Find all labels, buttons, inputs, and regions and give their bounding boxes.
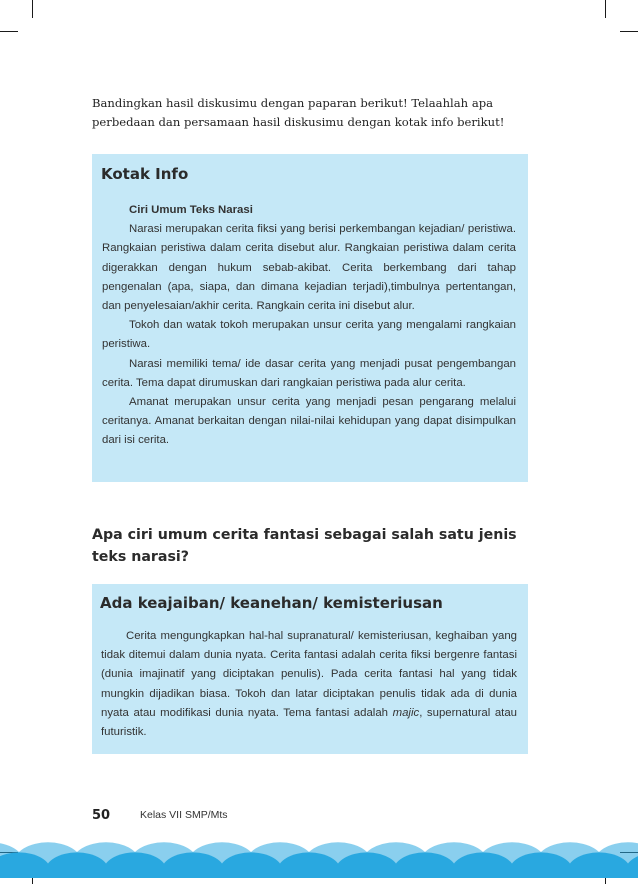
wave-base [0,866,638,878]
crop-mark-top-right-horizontal [620,31,638,32]
wave-decoration [0,818,638,878]
info-paragraph-narasi: Narasi merupakan cerita fiksi yang berisi perkembangan kejadian/ peristiwa. Rangkaian peristiwa dalam cerita disebut alur. Rangkaian peristiwa dalam cerita digerakkan dengan hukum sebab-akibat. Cerita berkembang dari tahap pengenalan (apa, siapa, dan dimana kejadian terjadi),timbulnya pertentangan, dan penyelesaian/akhir cerita. Rangkain cerita ini disebut alur. [102,223,516,313]
answer-box [92,584,528,754]
info-paragraph-amanat: Amanat merupakan unsur cerita yang menjadi pesan pengarang melalui ceritanya. Amanat berkaitan dengan nilai-nilai kehidupan yang dapat disimpulkan dari isi cerita. [102,396,516,447]
info-box [92,154,528,482]
answer-box-title: Ada keajaiban/ keanehan/ kemisteriusan [100,594,443,612]
answer-paragraph [101,627,517,742]
crop-mark-top-left-horizontal [0,31,18,32]
answer-paragraph-ending: , supernatural atau futuristik. [101,706,517,739]
answer-box-body [101,627,517,742]
info-box-body [102,201,516,451]
answer-paragraph-text: Cerita mengungkapkan hal-hal supranatural/ kemisteriusan, keghaiban yang tidak ditemui dalam dunia nyata. Cerita fantasi adalah cerita fiksi bergenre fantasi (dunia imajinatif yang diciptakan penulis). Pada cerita fantasi hal yang tidak mungkin dijadikan biasa. Tokoh dan latar diciptakan penulis tidak ada di dunia nyata atau modifikasi dunia nyata. Tema fantasi adalah [101,630,517,719]
info-box-title: Kotak Info [101,165,189,183]
question-heading: Apa ciri umum cerita fantasi sebagai salah satu jenis teks narasi? [92,527,517,565]
crop-mark-top-right-vertical [605,0,606,18]
info-paragraph-tokoh: Tokoh dan watak tokoh merupakan unsur cerita yang mengalami rangkaian peristiwa. [102,319,516,351]
footer-label: Kelas VII SMP/Mts [140,809,228,821]
crop-mark-top-left-vertical [32,0,33,18]
info-box-subheading: Ciri Umum Teks Narasi [129,204,253,216]
answer-italic-word: majic [392,706,420,719]
intro-paragraph: Bandingkan hasil diskusimu dengan paparan berikut! Telaahlah apa perbedaan dan persamaan hasil diskusimu dengan kotak info berikut! [92,96,505,129]
info-paragraph-tema: Narasi memiliki tema/ ide dasar cerita yang menjadi pusat pengembangan cerita. Tema dapat dirumuskan dari rangkaian peristiwa pada alur cerita. [102,357,516,389]
page-number: 50 [92,808,111,823]
